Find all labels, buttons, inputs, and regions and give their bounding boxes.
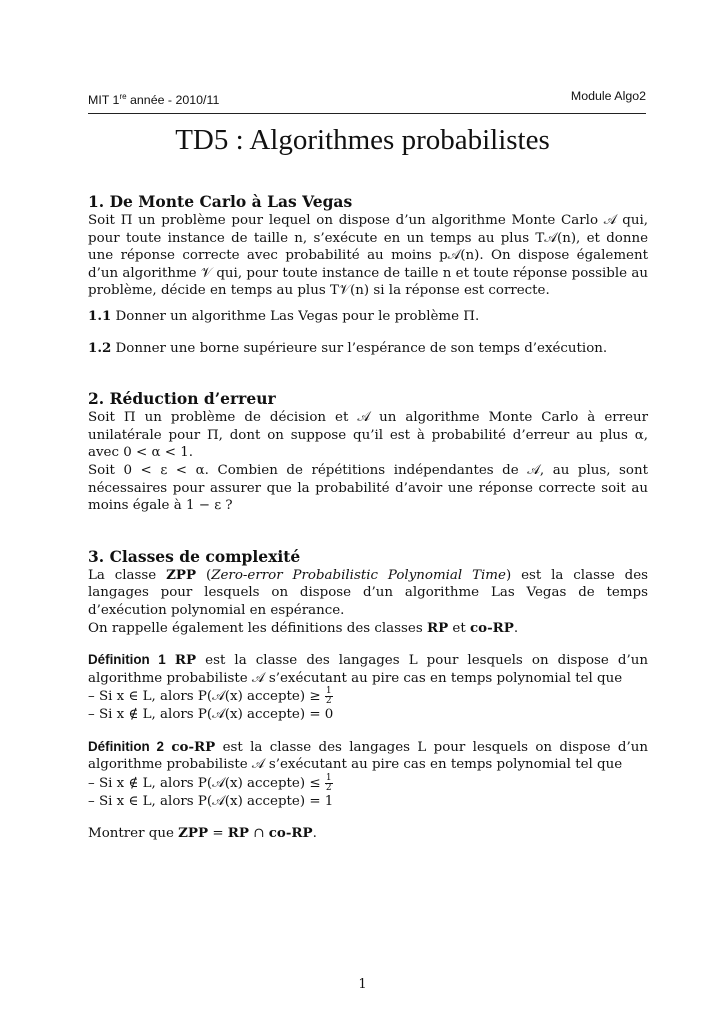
section-2 xyxy=(88,389,648,515)
recall-line: On rappelle également les définitions des classes RP et co-RP. xyxy=(88,619,519,636)
header-left: MIT 1re année - 2010/11 xyxy=(88,92,220,108)
section-heading: 1. De Monte Carlo à Las Vegas xyxy=(88,192,353,211)
section-heading: 2. Réduction d’erreur xyxy=(88,389,276,409)
question-1-1: 1.1 Donner un algorithme Las Vegas pour le problème Π. xyxy=(88,307,480,324)
zpp-definition: La classe ZPP (Zero-error Probabilistic Polynomial Time) est la classe des langages pour lesquels on dispose d’un algorithme Las Vegas de temps d’exécution polynomial en espérance. xyxy=(88,566,649,618)
definition-2: Définition 2 co-RP est la classe des langages L pour lesquels on dispose d’un algorithme probabiliste 𝒜 s’exécutant au pire cas en temps polynomial tel que xyxy=(88,738,648,773)
header-right: Module Algo2 xyxy=(570,89,646,103)
definition-2-item-2: – Si x ∈ L, alors P(𝒜(x) accepte) = 1 xyxy=(88,794,334,810)
page-number: 1 xyxy=(358,977,367,992)
fraction-half: $\frac{1}{2}$ xyxy=(325,686,332,707)
section-heading: 3. Classes de complexité xyxy=(88,546,301,566)
definition-1-item-2: – Si x ∉ L, alors P(𝒜(x) accepte) = 0 xyxy=(88,707,334,723)
section-3 xyxy=(88,547,648,843)
definition-1: Définition 1 RP est la classe des langages L pour lesquels on dispose d’un algorithme probabiliste 𝒜 s’exécutant au pire cas en temps polynomial tel que xyxy=(88,652,648,686)
page-header xyxy=(88,88,646,114)
page-title: TD5 : Algorithmes probabilistes xyxy=(175,124,550,156)
definition-2-item-1: – Si x ∉ L, alors P(𝒜(x) accepte) ≤ $\frac{1}{2}$ xyxy=(88,773,332,794)
definition-1-item-1: – Si x ∈ L, alors P(𝒜(x) accepte) ≥ $\frac{1}{2}$ xyxy=(88,686,332,707)
final-question: Montrer que ZPP = RP ∩ co-RP. xyxy=(88,824,317,841)
section-intro: Soit Π un problème pour lequel on dispose d’un algorithme Monte Carlo 𝒜 qui, pour toute instance de taille n, s’exécute en un temps au plus T𝒜(n), et donne une réponse correcte avec probabilité au moins p𝒜(n). On dispose également d’un algorithme 𝒱 qui, pour toute instance de taille n et toute réponse possible au problème, décide en temps au plus T𝒱(n) si la réponse est correcte. xyxy=(88,213,648,299)
fraction-half: $\frac{1}{2}$ xyxy=(325,773,332,794)
section-1 xyxy=(88,192,648,357)
document-body xyxy=(88,192,648,860)
section-paragraph: Soit 0 < ε < α. Combien de répétitions indépendantes de 𝒜, au plus, sont nécessaires pour assurer que la probabilité d’avoir une réponse correcte soit au moins égale à 1 − ε ? xyxy=(88,462,648,514)
question-1-2: 1.2 Donner une borne supérieure sur l’espérance de son temps d’exécution. xyxy=(88,339,608,356)
section-paragraph: Soit Π un problème de décision et 𝒜 un algorithme Monte Carlo à erreur unilatérale pour Π, dont on suppose qu’il est à probabilité d’erreur au plus α, avec 0 < α < 1. xyxy=(88,410,648,461)
